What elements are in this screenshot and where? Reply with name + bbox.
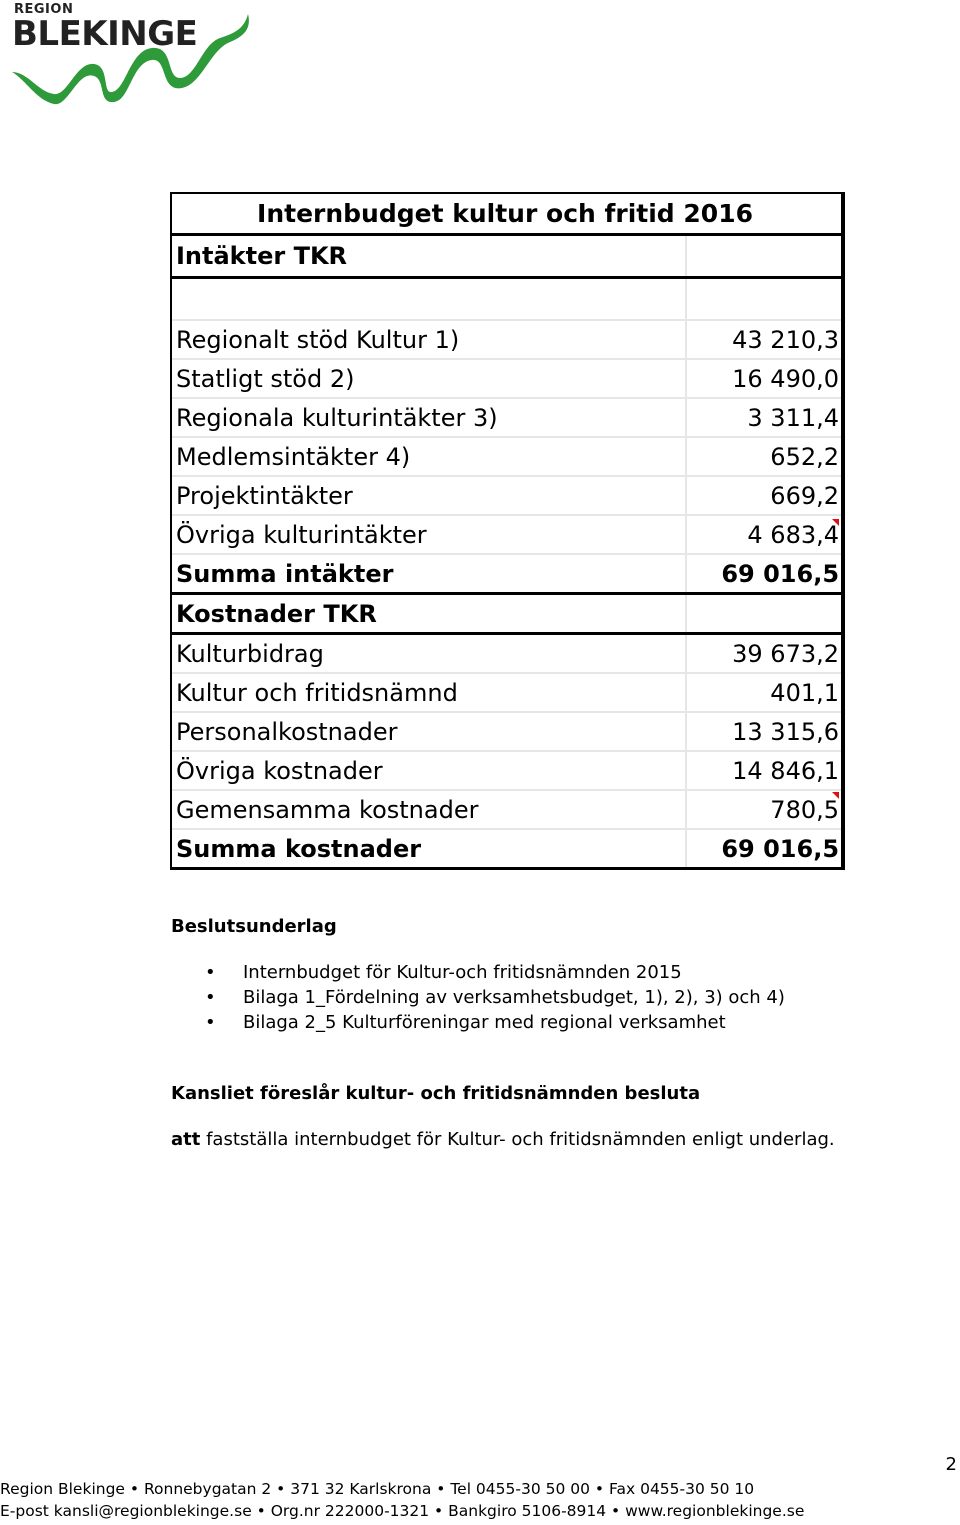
row-label: Statligt stöd 2) — [171, 359, 686, 398]
row-label: Övriga kostnader — [171, 751, 686, 790]
proposal-heading: Kansliet föreslår kultur- och fritidsnämnden besluta — [171, 1083, 701, 1104]
table-row — [171, 751, 841, 790]
table-row — [171, 359, 841, 398]
income-sum-label: Summa intäkter — [171, 554, 686, 594]
table-row — [171, 437, 841, 476]
region-blekinge-logo — [6, 0, 256, 115]
row-label: Kultur och fritidsnämnd — [171, 673, 686, 712]
row-value: 669,2 — [686, 476, 841, 515]
table-title-row — [171, 193, 841, 235]
cost-sum-label: Summa kostnader — [171, 829, 686, 869]
table-row — [171, 634, 841, 674]
row-label: Övriga kulturintäkter — [171, 515, 686, 554]
income-sum-value: 69 016,5 — [686, 554, 841, 594]
footer-line-1: Region Blekinge • Ronnebygatan 2 • 371 32 Karlskrona • Tel 0455-30 50 00 • Fax 0455-30 50 10 — [0, 1480, 755, 1498]
logo-blekinge-text: BLEKINGE — [12, 14, 198, 54]
table-row — [171, 398, 841, 437]
row-label: Kulturbidrag — [171, 634, 686, 674]
table-row — [171, 515, 841, 554]
list-item: • Bilaga 1_Fördelning av verksamhetsbudget, 1), 2), 3) och 4) — [171, 987, 785, 1012]
cost-heading: Kostnader TKR — [171, 594, 686, 634]
income-heading: Intäkter TKR — [171, 235, 686, 278]
row-label: Gemensamma kostnader — [171, 790, 686, 829]
row-value: 401,1 — [686, 673, 841, 712]
table-row — [171, 712, 841, 751]
proposal-body: fastställa internbudget för Kultur- och fritidsnämnden enligt underlag. — [200, 1129, 835, 1150]
proposal-att: att — [171, 1129, 201, 1150]
row-value: 3 311,4 — [686, 398, 841, 437]
table-row — [171, 476, 841, 515]
row-value: 652,2 — [686, 437, 841, 476]
row-label: Projektintäkter — [171, 476, 686, 515]
income-heading-row — [171, 235, 841, 278]
row-label: Regionala kulturintäkter 3) — [171, 398, 686, 437]
row-value: 4 683,4 — [686, 515, 841, 554]
row-label: Medlemsintäkter 4) — [171, 437, 686, 476]
row-value: 780,5 — [686, 790, 841, 829]
row-value: 13 315,6 — [686, 712, 841, 751]
blank-row — [171, 278, 841, 321]
footer-line-2: E-post kansli@regionblekinge.se • Org.nr 222000-1321 • Bankgiro 5106-8914 • www.regionblekinge.se — [0, 1502, 805, 1520]
list-item: • Bilaga 2_5 Kulturföreningar med regional verksamhet — [171, 1012, 785, 1037]
cost-sum-value: 69 016,5 — [686, 829, 841, 869]
row-value: 16 490,0 — [686, 359, 841, 398]
row-value: 39 673,2 — [686, 634, 841, 674]
row-value: 43 210,3 — [686, 320, 841, 359]
table-row — [171, 320, 841, 359]
cost-heading-row — [171, 594, 841, 634]
page-number: 2 — [945, 1454, 957, 1475]
decision-basis-heading: Beslutsunderlag — [171, 916, 337, 937]
income-sum-row — [171, 554, 841, 594]
table-row — [171, 673, 841, 712]
row-value: 14 846,1 — [686, 751, 841, 790]
cost-sum-row — [171, 829, 841, 869]
table-title: Internbudget kultur och fritid 2016 — [171, 193, 841, 235]
comment-indicator-icon — [832, 519, 839, 526]
comment-indicator-icon — [832, 792, 839, 799]
row-label: Personalkostnader — [171, 712, 686, 751]
decision-basis-list — [171, 962, 785, 1037]
budget-table — [171, 193, 841, 870]
list-item: • Internbudget för Kultur-och fritidsnämnden 2015 — [171, 962, 785, 987]
row-label: Regionalt stöd Kultur 1) — [171, 320, 686, 359]
proposal-text — [171, 1129, 835, 1150]
logo-region-text: REGION — [14, 2, 74, 17]
table-row — [171, 790, 841, 829]
